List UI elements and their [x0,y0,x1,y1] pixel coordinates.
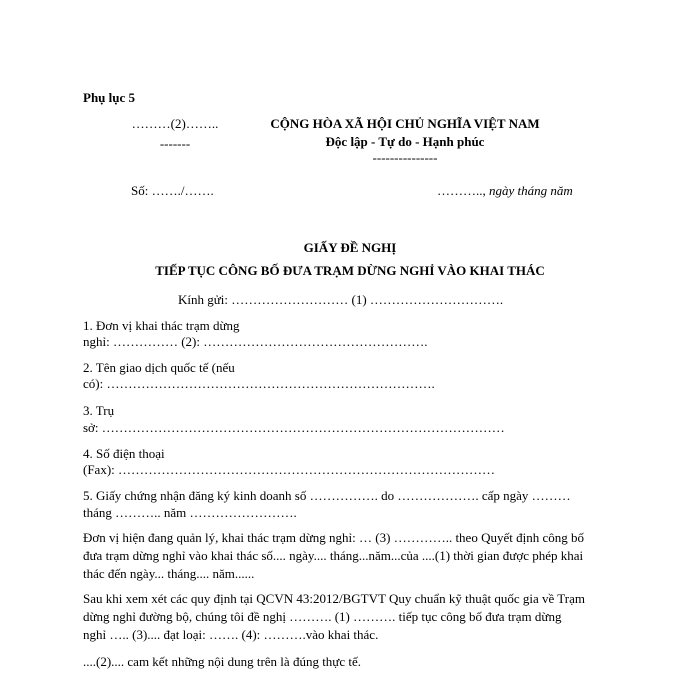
appendix-label: Phụ lục 5 [83,90,136,105]
field-headquarters-label: 3. Trụ [83,403,115,418]
paragraph-current-status-line1: Đơn vị hiện đang quản lý, khai thác trạm dừng nghỉ: … (3) ………….. theo Quyết định công bố [83,530,584,545]
date-text: ngày tháng năm [485,183,573,198]
field-operator-value: nghỉ: …………… (2): ……………………………………………. [83,334,428,349]
paragraph-request-line2: dừng nghỉ đường bộ, chúng tôi đề nghị ………. (1) ………. tiếp tục công bố đưa trạm dừng [83,609,562,624]
document-number: Số: ……./……. [131,183,214,198]
paragraph-current-status-line3: thác đến ngày... tháng.... năm...... [83,566,255,581]
field-business-license: 5. Giấy chứng nhận đăng ký kinh doanh số ……………. do ………………. cấp ngày ……… [83,488,571,503]
document-subtitle: TIẾP TỤC CÔNG BỐ ĐƯA TRẠM DỪNG NGHỈ VÀO KHAI THÁC [155,263,545,278]
paragraph-current-status-line2: đưa trạm dừng nghỉ vào khai thác số.... ngày.... tháng...năm...của ....(1) thời gian được phép khai [83,548,584,563]
paragraph-request-line1: Sau khi xem xét các quy định tại QCVN 43:2012/BGTVT Quy chuẩn kỹ thuật quốc gia về Trạm [83,591,585,606]
field-business-license-date: tháng ……….. năm ……………………. [83,505,297,520]
paragraph-commitment: ....(2).... cam kết những nội dung trên là đúng thực tế. [83,654,362,669]
field-phone-label: 4. Số điện thoại [83,446,165,461]
issuing-org-placeholder: ………(2)…….. [131,116,219,131]
document-date [437,183,573,199]
motto-divider: --------------- [372,150,438,165]
date-place-dots: ……….., [437,183,486,198]
field-international-name-label: 2. Tên giao dịch quốc tế (nếu [83,360,235,375]
recipient-line: Kính gửi: ……………………… (1) …………………………. [178,292,504,307]
field-operator-label: 1. Đơn vị khai thác trạm dừng [83,318,240,333]
nation-name: CỘNG HÒA XÃ HỘI CHỦ NGHĨA VIỆT NAM [270,116,540,131]
field-international-name-value: có): …………………………………………………………………. [83,376,435,391]
document-title: GIẤY ĐỀ NGHỊ [303,240,397,255]
national-motto: Độc lập - Tự do - Hạnh phúc [325,134,485,149]
field-fax-value: (Fax): …………………………………………………………………………… [83,462,496,477]
paragraph-request-line3: nghỉ ….. (3).... đạt loại: ……. (4): ……….vào khai thác. [83,627,379,642]
issuing-org-divider: ------- [159,136,191,151]
field-headquarters-value: sở: ………………………………………………………………………………… [83,420,505,435]
